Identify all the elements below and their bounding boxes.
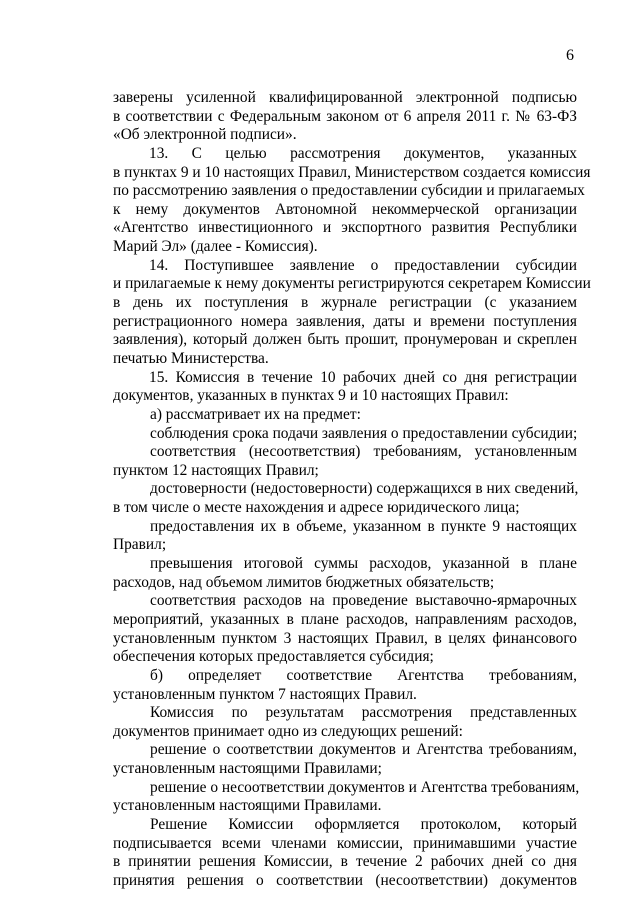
text-line: «Об электронной подписи». — [113, 126, 297, 144]
paragraph-expense-compliance-check — [113, 592, 577, 667]
text-line: «Агентство инвестиционного и экспортного развития Республики — [113, 219, 577, 237]
text-line: Комиссия по результатам рассмотрения представленных — [150, 704, 577, 722]
paragraph-decision-compliance — [113, 741, 577, 778]
text-line: в принятии решения Комиссии, в течение 2 рабочих дней со дня — [113, 853, 577, 871]
text-line: заверены усиленной квалифицированной электронной подписью — [113, 89, 577, 106]
paragraph-decision-noncompliance — [113, 778, 580, 816]
paragraph-protocol — [113, 816, 577, 891]
text-line: превышения итоговой суммы расходов, указанной в плане — [150, 555, 577, 573]
paragraph-item-13 — [113, 144, 591, 257]
text-line: пунктом 12 настоящих Правил; — [113, 461, 319, 479]
text-line: установленным пунктом 3 настоящих Правил, в целях финансового — [113, 629, 577, 647]
text-line: установленным настоящими Правилами. — [113, 797, 382, 815]
text-line: соответствия расходов на проведение выставочно-ярмарочных — [150, 592, 577, 610]
paragraph-intro-continuation — [113, 89, 577, 145]
text-line: б) определяет соответствие Агентства требованиям, — [150, 666, 577, 684]
text-line: заявления), который должен быть прошит, пронумерован и скреплен — [113, 331, 577, 349]
text-line: решение о несоответствии документов и Агентства требованиям, — [150, 778, 580, 796]
text-line: по рассмотрению заявления о предоставлении субсидии и прилагаемых — [113, 182, 585, 200]
paragraph-commission-decisions — [113, 704, 577, 741]
text-line: Решение Комиссии оформляется протоколом, который — [150, 815, 577, 833]
text-line: принятия решения о соответствии (несоответствии) документов — [113, 871, 577, 889]
text-line: 15. Комиссия в течение 10 рабочих дней со дня регистрации — [149, 368, 577, 386]
text-line: документов, указанных в пунктах 9 и 10 настоящих Правил: — [113, 387, 509, 405]
text-line: в день их поступления в журнале регистрации (с указанием — [113, 294, 577, 312]
paragraph-subitem-a — [113, 406, 577, 425]
text-line: в соответствии с Федеральным законом от 6 апреля 2011 г. № 63-ФЗ — [113, 107, 577, 125]
text-line: подписывается всеми членами комиссии, принимавшими участие — [113, 834, 577, 852]
paragraph-deadline-check — [113, 425, 577, 444]
text-line: регистрационного номера заявления, даты и времени поступления — [113, 312, 577, 330]
text-line: мероприятий, указанных в плане расходов, направлениям расходов, — [113, 610, 577, 628]
text-line: 13. С целью рассмотрения документов, указанных — [149, 144, 577, 162]
text-line: печатью Министерства. — [113, 349, 269, 367]
text-line: установленным настоящими Правилами; — [113, 760, 382, 778]
page-number: 6 — [566, 47, 574, 64]
text-line: обеспечения которых предоставляется субсидия; — [113, 648, 434, 666]
text-line: в том числе о месте нахождения и адресе юридического лица; — [113, 499, 520, 517]
text-line: к нему документов Автономной некоммерческой организации — [113, 200, 577, 218]
text-line: 14. Поступившее заявление о предоставлении субсидии — [149, 256, 577, 274]
text-line: Марий Эл» (далее - Комиссия). — [113, 238, 318, 256]
paragraph-reliability-check — [113, 480, 577, 517]
text-line: в пунктах 9 и 10 настоящих Правил, Министерством создается комиссия — [113, 163, 591, 181]
document-body — [113, 89, 591, 891]
text-line: а) рассматривает их на предмет: — [150, 405, 361, 423]
paragraph-volume-check — [113, 518, 577, 555]
text-line: установленным пунктом 7 настоящих Правил. — [113, 685, 417, 703]
paragraph-expense-limit-check — [113, 555, 577, 592]
paragraph-requirements-check — [113, 443, 577, 480]
paragraph-item-15 — [113, 369, 577, 406]
text-line: соответствия (несоответствия) требованиям, установленным — [150, 443, 577, 461]
text-line: соблюдения срока подачи заявления о предоставлении субсидии; — [150, 424, 578, 442]
text-line: предоставления их в объеме, указанном в пункте 9 настоящих — [150, 517, 577, 535]
text-line: решение о соответствии документов и Агентства требованиям, — [150, 741, 577, 759]
paragraph-item-14 — [113, 256, 591, 369]
text-line: и прилагаемые к нему документы регистрируются секретарем Комиссии — [113, 275, 591, 293]
paragraph-subitem-b — [113, 667, 577, 704]
text-line: документов принимает одно из следующих решений: — [113, 722, 463, 740]
text-line: Правил; — [113, 536, 167, 554]
text-line: достоверности (недостоверности) содержащихся в них сведений, — [150, 480, 579, 498]
text-line: расходов, над объемом лимитов бюджетных обязательств; — [113, 573, 495, 591]
